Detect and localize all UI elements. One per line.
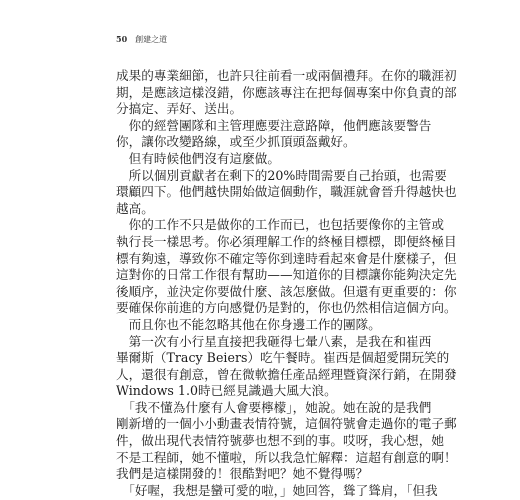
- text-line: 畢爾斯（Tracy Beiers）吃午餐時。崔西是個超愛開玩笑的: [116, 350, 450, 366]
- text-line: 環顧四下。他們越快開始做這個動作，職涯就會晉升得越快也: [116, 184, 457, 200]
- text-line: 後順序，並決定你要做什麼、該怎麼做。但還有更重要的：你: [116, 283, 457, 299]
- text-line: 要確保你前進的方向感覺仍是對的，你也仍然相信這個方向。: [116, 300, 457, 316]
- text-line: 人，還很有創意，曾在微軟擔任產品經理暨資深行銷，在開發: [116, 366, 457, 382]
- text-line: 你的工作不只是做你的工作而已，也包括要像你的主管或: [116, 217, 444, 233]
- text-line: 成果的專業細節，也許只往前看一或兩個禮拜。在你的職涯初: [116, 68, 457, 83]
- text-line: 但有時候他們沒有這麼做。: [116, 150, 280, 166]
- running-header: [116, 34, 167, 45]
- text-line: 標有夠遠，導致你不確定等你到達時看起來會是什麼樣子，但: [116, 250, 457, 266]
- text-line: 你，讓你改變路線，或至少抓頂頭盔戴好。: [116, 134, 356, 150]
- text-line: 期，是應該這樣沒錯，你應該專注在把每個專案中你負責的部: [116, 84, 457, 100]
- text-line: 這對你的日常工作很有幫助——知道你的目標讓你能夠決定先: [116, 267, 457, 283]
- body-text: [116, 68, 457, 499]
- text-line: 越高。: [116, 200, 154, 216]
- running-title: 創建之道: [135, 35, 168, 44]
- text-line: Windows 1.0時已經見識過大風大浪。: [116, 383, 337, 399]
- text-line: 你的經營團隊和主管理應要注意路障，他們應該要警告: [116, 117, 432, 133]
- text-line: 執行長一樣思考。你必須理解工作的終極目標標，即便終極目: [116, 233, 457, 249]
- text-line: 分搞定、弄好、送出。: [116, 101, 243, 117]
- page-number: 50: [116, 34, 128, 44]
- text-line: 不是工程師，她不懂啦，所以我急忙解釋：這超有創意的啊！: [116, 449, 457, 465]
- text-line: 件，做出現代表情符號夢也想不到的事。哎呀，我心想，她: [116, 433, 444, 449]
- text-line: 剛新增的一個小小動畫表情符號，這個符號會走過你的電子郵: [116, 416, 457, 432]
- text-line: 第一次有小行星直接把我砸得七暈八素，是我在和崔西: [116, 333, 432, 349]
- text-line: 「好喔，我想是蠻可愛的啦，」她回答，聳了聳肩，「但我: [116, 482, 438, 498]
- text-line: 而且你也不能忽略其他在你身邊工作的團隊。: [116, 316, 381, 332]
- text-line: 「我不懂為什麼有人會要檸檬」，她說。她在說的是我們: [116, 399, 432, 415]
- text-line: 所以個別貢獻者在剩下的20%時間需要自己抬頭，也需要: [116, 167, 447, 183]
- text-line: 我們是這樣開發的！很酷對吧？她不覺得嗎？: [116, 466, 369, 482]
